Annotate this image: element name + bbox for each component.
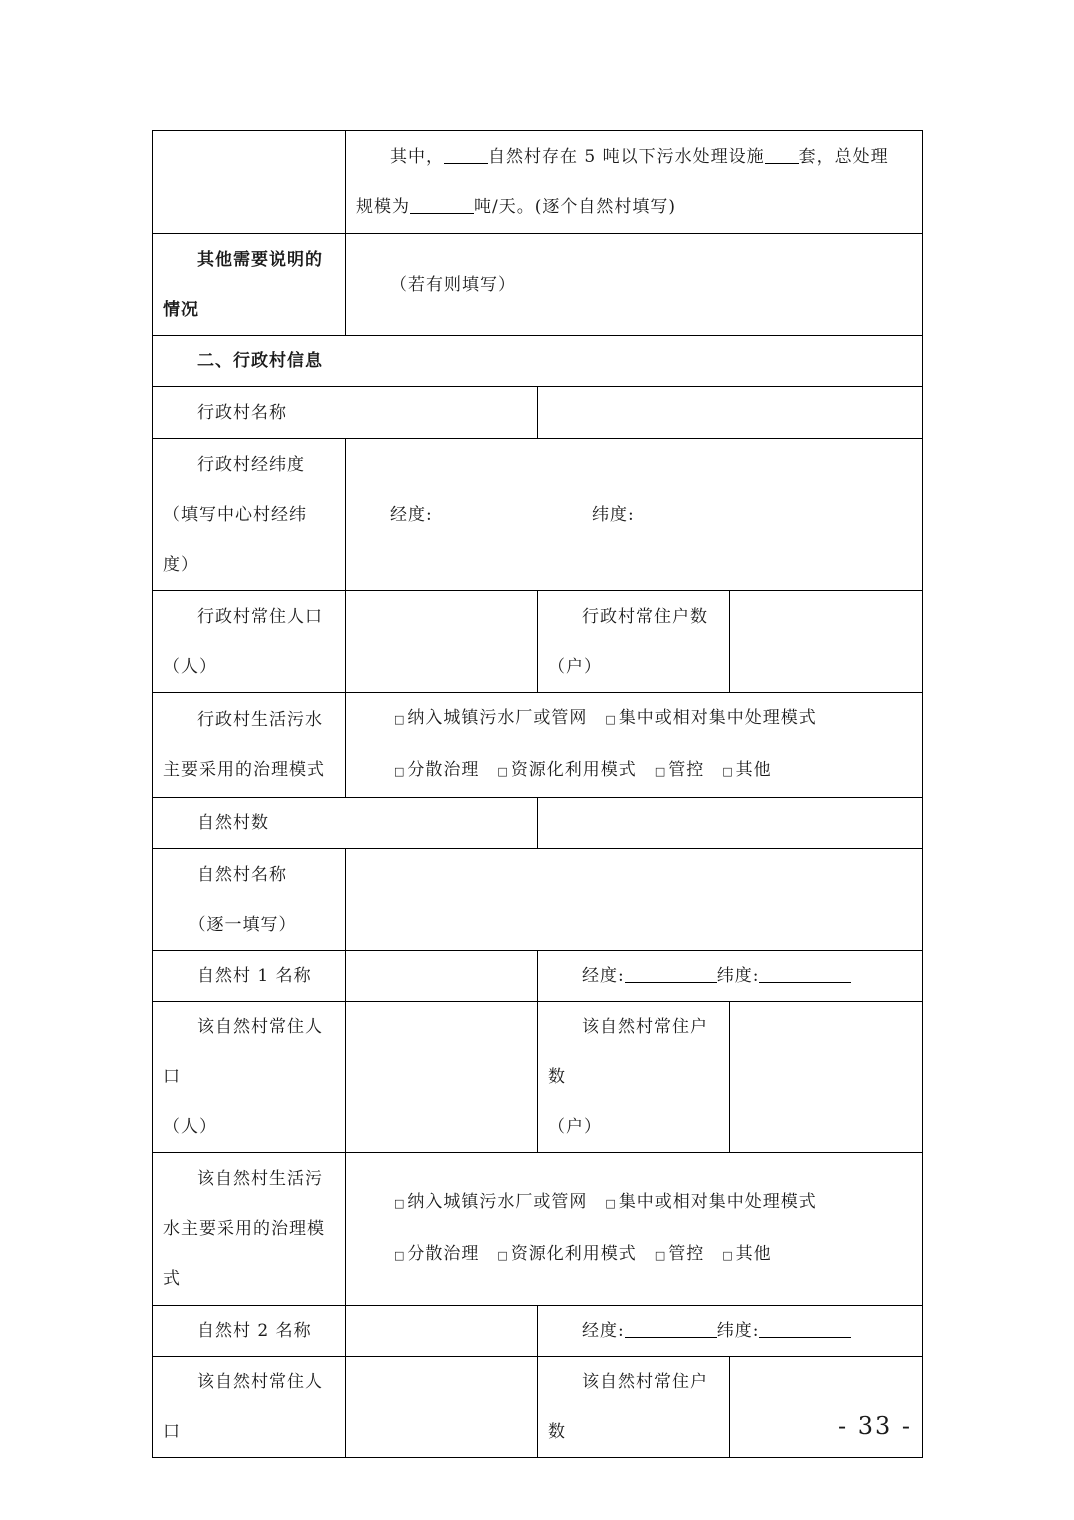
village2-households-label: 该自然村常住户数 <box>538 1357 730 1458</box>
village2-row <box>153 1306 923 1357</box>
checkbox-icon[interactable]: □ <box>497 765 509 778</box>
longitude-label: 经度: <box>390 504 433 525</box>
village2-population-row <box>153 1357 923 1458</box>
checkbox-icon[interactable]: □ <box>605 1197 617 1210</box>
checkbox-icon[interactable]: □ <box>497 1249 509 1262</box>
village1-treatment-label: 该自然村生活污 水主要采用的治理模 式 <box>153 1153 346 1306</box>
village2-population-field[interactable] <box>346 1357 538 1458</box>
village1-name-label: 自然村 1 名称 <box>153 951 346 1002</box>
admin-name-row <box>153 387 923 439</box>
option-control[interactable]: □ 管控 <box>654 760 705 780</box>
village2-coords-field: 经度: 纬度: <box>538 1306 923 1357</box>
village2-name-label: 自然村 2 名称 <box>153 1306 346 1357</box>
checkbox-icon[interactable]: □ <box>722 765 734 778</box>
checkbox-icon[interactable]: □ <box>394 765 406 778</box>
checkbox-icon[interactable]: □ <box>605 713 617 726</box>
checkbox-icon[interactable]: □ <box>394 1197 406 1210</box>
village1-population-field[interactable] <box>346 1002 538 1153</box>
blank-scale-field[interactable] <box>410 195 474 214</box>
option-resource[interactable]: □ 资源化利用模式 <box>497 1244 637 1264</box>
admin-households-field[interactable] <box>730 591 923 693</box>
village2-population-label: 该自然村常住人口 <box>153 1357 346 1458</box>
option-municipal[interactable]: □ 纳入城镇污水厂或管网 <box>394 1192 588 1212</box>
empty-cell <box>153 131 346 234</box>
natural-names-row <box>153 849 923 951</box>
natural-count-field[interactable] <box>538 798 923 849</box>
option-resource[interactable]: □ 资源化利用模式 <box>497 760 637 780</box>
village1-longitude-field[interactable] <box>625 964 717 983</box>
village1-name-field[interactable] <box>346 951 538 1002</box>
option-centralized[interactable]: □ 集中或相对集中处理模式 <box>605 1192 817 1212</box>
natural-names-field[interactable] <box>346 849 923 951</box>
admin-coords-row <box>153 439 923 591</box>
admin-population-field[interactable] <box>346 591 538 693</box>
checkbox-icon[interactable]: □ <box>394 713 406 726</box>
village1-households-field[interactable] <box>730 1002 923 1153</box>
village-info-form <box>152 130 923 1458</box>
village1-latitude-field[interactable] <box>759 964 851 983</box>
option-other[interactable]: □ 其他 <box>722 760 772 780</box>
village1-row <box>153 951 923 1002</box>
village2-name-field[interactable] <box>346 1306 538 1357</box>
admin-households-label: 行政村常住户数 （户） <box>538 591 730 693</box>
admin-coords-field[interactable] <box>346 439 923 591</box>
page-number: - 33 - <box>838 1412 913 1440</box>
option-control[interactable]: □ 管控 <box>654 1244 705 1264</box>
other-notes-label: 其他需要说明的 情况 <box>153 234 346 336</box>
village1-coords-field: 经度: 纬度: <box>538 951 923 1002</box>
other-notes-field[interactable]: （若有则填写） <box>346 234 923 336</box>
blank-count-field[interactable] <box>444 145 488 164</box>
village2-longitude-field[interactable] <box>625 1319 717 1338</box>
checkbox-icon[interactable]: □ <box>654 1249 667 1262</box>
facilities-row <box>153 131 923 234</box>
village1-population-label: 该自然村常住人口 （人） <box>153 1002 346 1153</box>
admin-treatment-label: 行政村生活污水 主要采用的治理模式 <box>153 693 346 798</box>
village1-population-row <box>153 1002 923 1153</box>
other-notes-row <box>153 234 923 336</box>
facilities-text: 其中， 自然村存在 5 吨以下污水处理设施 套，总处理 规模为 吨/天。(逐个自然村填写) <box>346 131 923 234</box>
natural-count-row <box>153 798 923 849</box>
admin-treatment-options <box>346 693 923 798</box>
blank-sets-field[interactable] <box>765 145 799 164</box>
checkbox-icon[interactable]: □ <box>394 1249 406 1262</box>
checkbox-icon[interactable]: □ <box>722 1249 734 1262</box>
option-decentralized[interactable]: □ 分散治理 <box>394 760 480 780</box>
village1-households-label: 该自然村常住户数 （户） <box>538 1002 730 1153</box>
option-centralized[interactable]: □ 集中或相对集中处理模式 <box>605 708 817 728</box>
checkbox-icon[interactable]: □ <box>654 765 667 778</box>
admin-name-label: 行政村名称 <box>153 387 538 439</box>
option-municipal[interactable]: □ 纳入城镇污水厂或管网 <box>394 708 588 728</box>
admin-treatment-row <box>153 693 923 798</box>
admin-population-row <box>153 591 923 693</box>
admin-coords-label: 行政村经纬度 （填写中心村经纬 度） <box>153 439 346 591</box>
admin-name-field[interactable] <box>538 387 923 439</box>
village1-treatment-row <box>153 1153 923 1306</box>
section2-title: 二、行政村信息 <box>153 336 923 387</box>
option-decentralized[interactable]: □ 分散治理 <box>394 1244 480 1264</box>
admin-population-label: 行政村常住人口 （人） <box>153 591 346 693</box>
latitude-label: 纬度: <box>592 504 635 525</box>
village2-households-field[interactable] <box>730 1357 923 1458</box>
village2-latitude-field[interactable] <box>759 1319 851 1338</box>
option-other[interactable]: □ 其他 <box>722 1244 772 1264</box>
village1-treatment-options <box>346 1153 923 1306</box>
natural-names-label: 自然村名称 （逐一填写） <box>153 849 346 951</box>
natural-count-label: 自然村数 <box>153 798 538 849</box>
section2-row <box>153 336 923 387</box>
